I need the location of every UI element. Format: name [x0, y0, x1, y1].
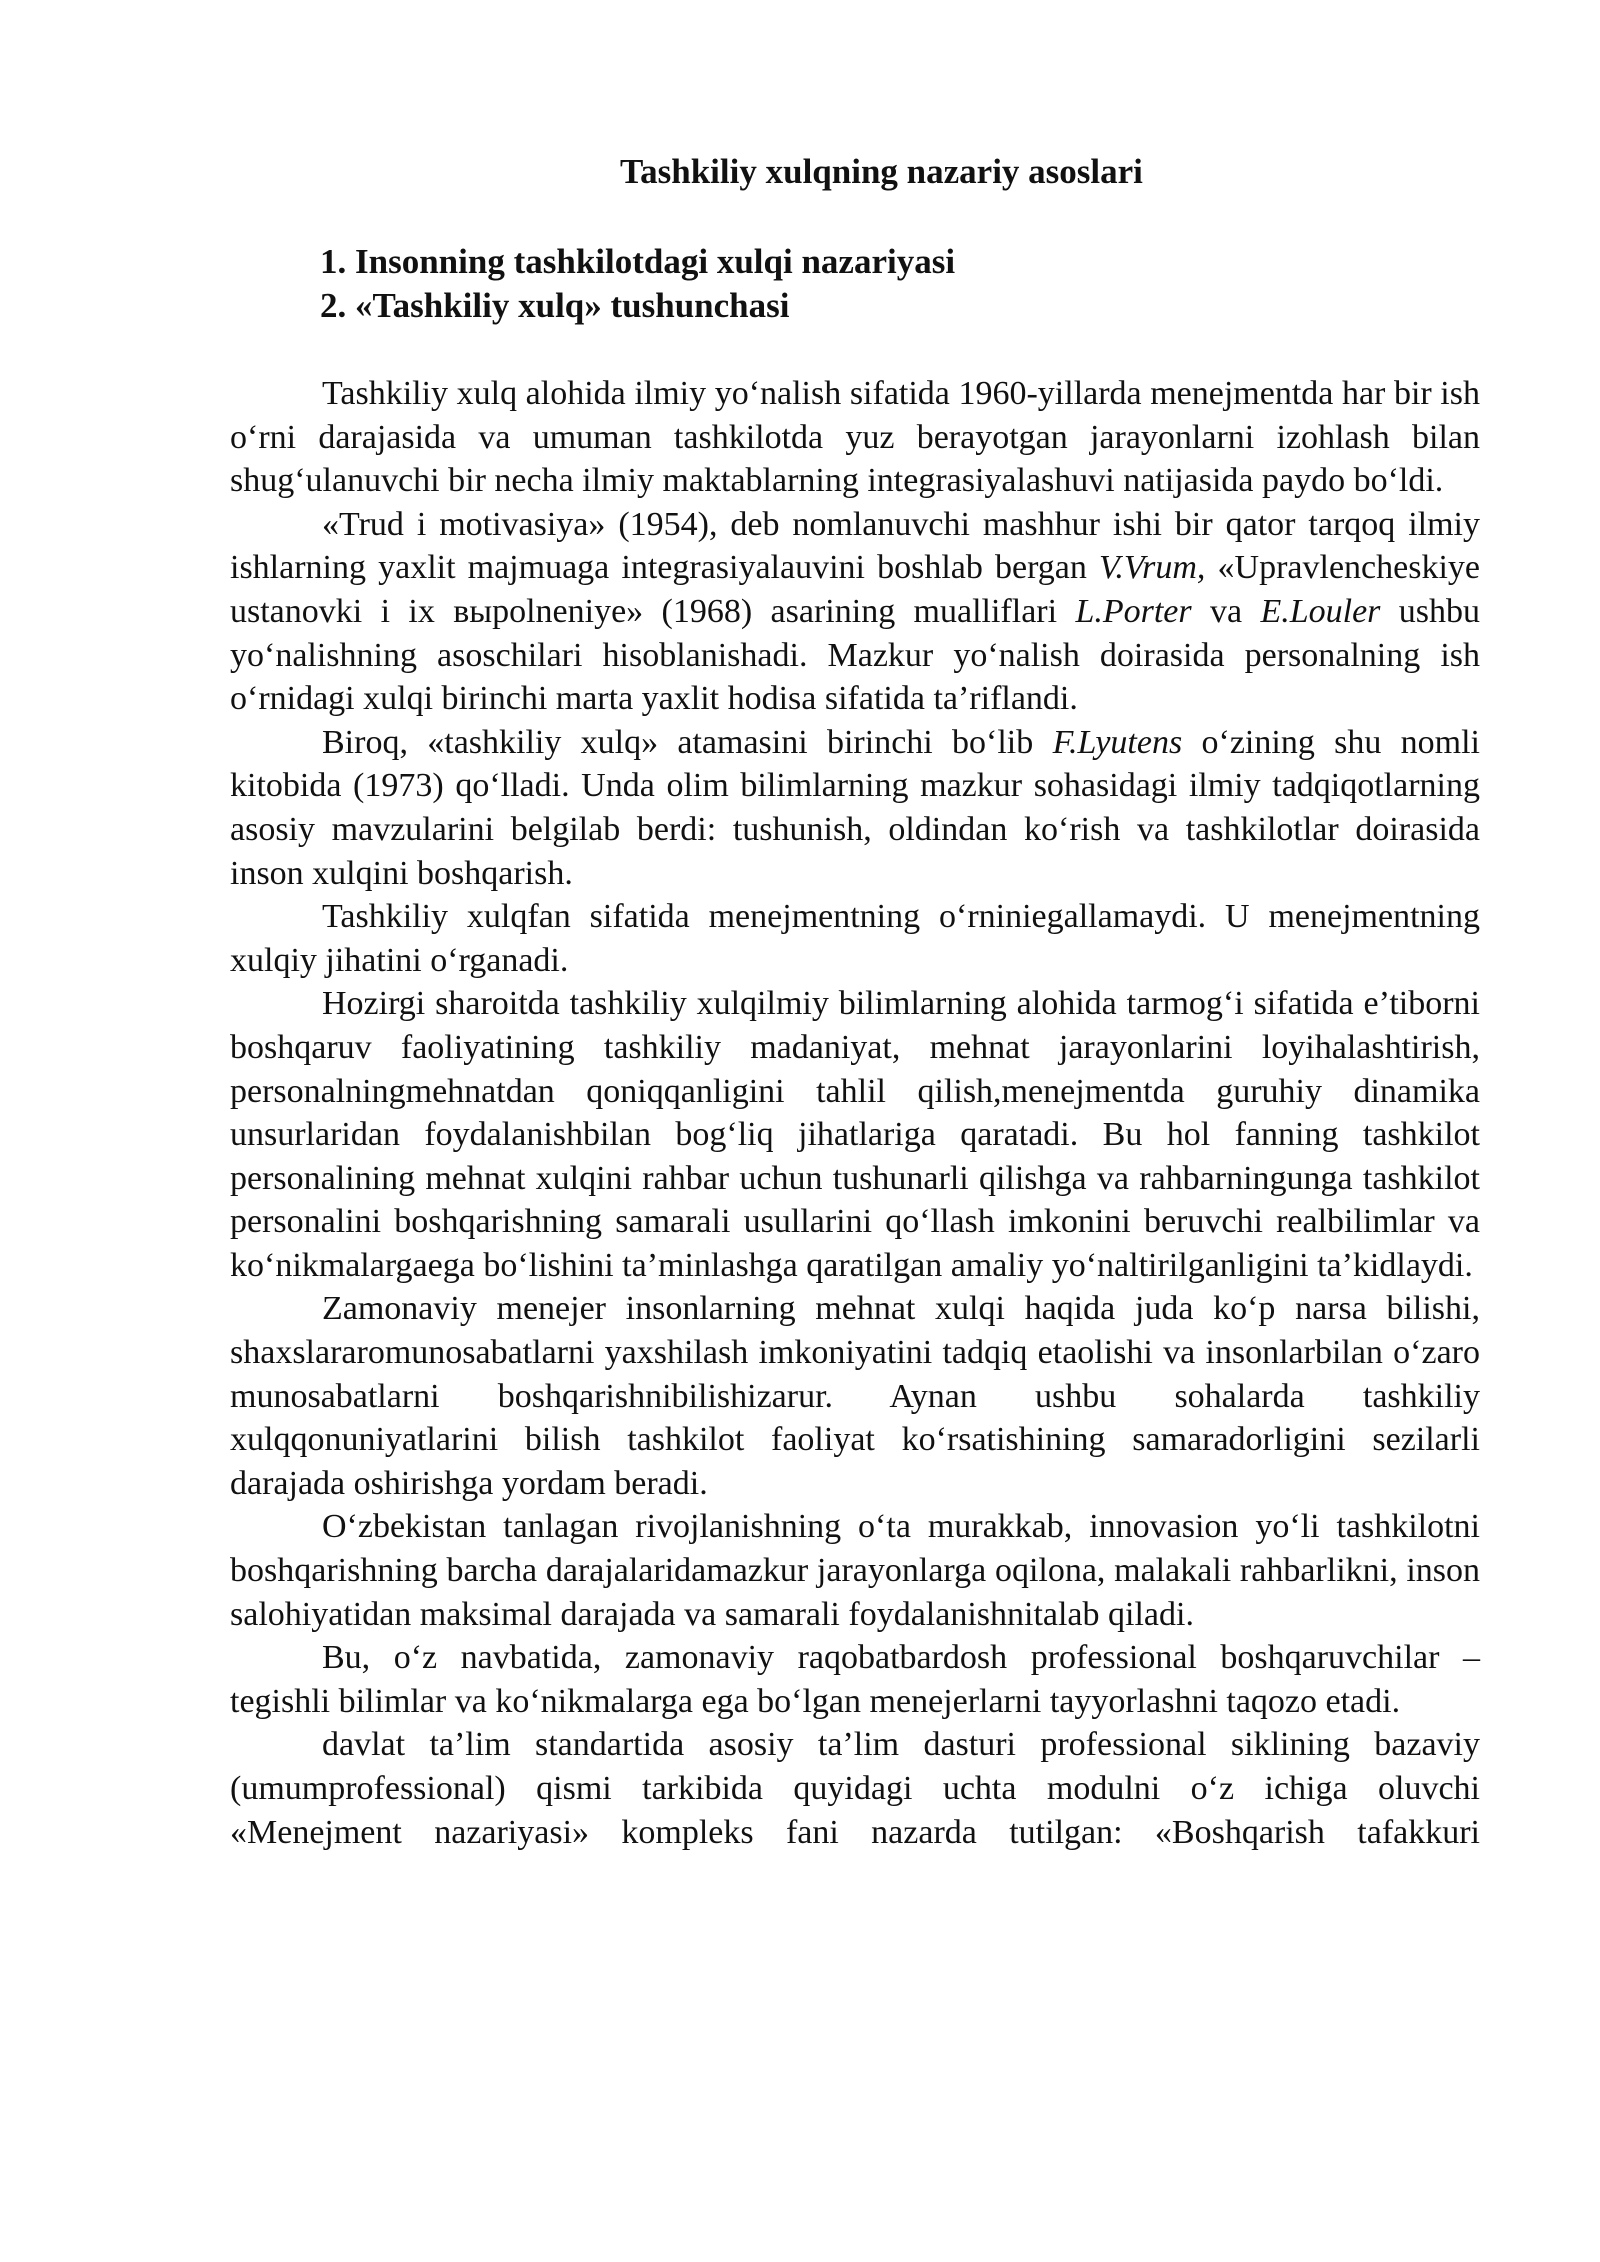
paragraph-2-text-a: «Trud i motivasiya» (1954), deb nomlanuvchi mashhur ishi bir qator tarqoq ilmiy ishlarning yaxlit majmuaga integrasiyalauvini boshlab bergan: [230, 505, 1480, 587]
author-name-vrum: V.Vrum,: [1099, 549, 1206, 587]
paragraph-7: O‘zbekistan tanlagan rivojlanishning o‘ta murakkab, innovasion yo‘li tashkilotni boshqarishning barcha darajalaridamazkur jarayonlarga oqilona, malakali rahbarlikni, inson salohiyatidan maksimal darajada va samarali foydalanishnitalab qiladi.: [230, 1508, 1480, 1633]
paragraph-2-text-b: «Upravlencheskiye ustanovki i ix выpolneniye» (1968) asarining mualliflari: [230, 549, 1480, 630]
paragraph-1: Tashkiliy xulq alohida ilmiy yo‘nalish sifatida 1960-yillarda menejmentda har bir ish o‘rni darajasida va umuman tashkilotda yuz berayotgan jarayonlarni izohlash bilan shug‘ulanuvchi bir necha ilmiy maktablarning integrasiyalashuvi natijasida paydo bo‘ldi.: [230, 375, 1480, 500]
paragraph-3-text-b: o‘zining shu nomli kitobida (1973) qo‘lladi. Unda olim bilimlarning mazkur sohasidagi ilmiy tadqiqotlarning asosiy mavzularini belgilab berdi: tushunish, oldindan ko‘rish va tashkilotlar doirasida inson xulqini boshqarish.: [230, 723, 1480, 892]
body-text: [230, 372, 1480, 1854]
paragraph-2-text-c: va: [1191, 592, 1261, 630]
paragraph-3: [230, 721, 1480, 895]
author-name-lyutens: F.Lyutens: [1052, 723, 1183, 761]
paragraph-6: Zamonaviy menejer insonlarning mehnat xulqi haqida juda ko‘p narsa bilishi, shaxslararomunosabatlarni yaxshilash imkoniyatini tadqiq etaolishi va insonlarbilan o‘zaro munosabatlarni boshqarishnibilishizarur. Aynan ushbu sohalarda tashkiliy xulqqonuniyatlarini bilish tashkilot faoliyat ko‘rsatishining samaradorligini sezilarli darajada oshirishga yordam beradi.: [230, 1290, 1480, 1502]
paragraph-3-text-a: Biroq, «tashkiliy xulq» atamasini birinchi bo‘lib: [322, 723, 1053, 761]
paragraph-2-text-d: ushbu yo‘nalishning asoschilari hisoblanishadi. Mazkur yo‘nalish doirasida personalning ish o‘rnidagi xulqi birinchi marta yaxlit hodisa sifatida ta’riflandi.: [230, 592, 1481, 718]
paragraph-8: Bu, o‘z navbatida, zamonaviy raqobatbardosh professional boshqaruvchilar – tegishli bilimlar va ko‘nikmalarga ega bo‘lgan menejerlarni tayyorlashni taqozo etadi.: [230, 1639, 1480, 1720]
contents-item-2: 2. «Tashkiliy xulq» tushunchasi: [320, 286, 790, 325]
contents-list: [320, 240, 955, 328]
paragraph-4: Tashkiliy xulqfan sifatida menejmentning o‘rniniegallamaydi. U menejmentning xulqiy jihatini o‘rganadi.: [230, 898, 1480, 979]
paragraph-5: Hozirgi sharoitda tashkiliy xulqilmiy bilimlarning alohida tarmog‘i sifatida e’tiborni boshqaruv faoliyatining tashkiliy madaniyat, mehnat jarayonlarini loyihalashtirish, personalningmehnatdan qoniqqanligini tahlil qilish,menejmentda guruhiy dinamika unsurlaridan foydalanishbilan bog‘liq jihatlariga qaratadi. Bu hol fanning tashkilot personalining mehnat xulqini rahbar uchun tushunarli qilishga va rahbarningunga tashkilot personalini boshqarishning samarali usullarini qo‘llash imkonini beruvchi realbilimlar va ko‘nikmalargaega bo‘lishini ta’minlashga qaratilgan amaliy yo‘naltirilganligini ta’kidlaydi.: [230, 985, 1480, 1284]
document-title: Tashkiliy xulqning nazariy asoslari: [620, 152, 1143, 191]
contents-item-1: 1. Insonning tashkilotdagi xulqi nazariyasi: [320, 242, 956, 281]
author-name-louler: E.Louler: [1260, 592, 1381, 630]
author-name-porter: L.Porter: [1075, 592, 1192, 630]
paragraph-2: [230, 503, 1480, 721]
paragraph-9: davlat ta’lim standartida asosiy ta’lim dasturi professional siklining bazaviy (umumprofessional) qismi tarkibida quyidagi uchta modulni o‘z ichiga oluvchi «Menejment nazariyasi» kompleks fani nazarda tutilgan: «Boshqarish tafakkuri: [230, 1726, 1480, 1851]
